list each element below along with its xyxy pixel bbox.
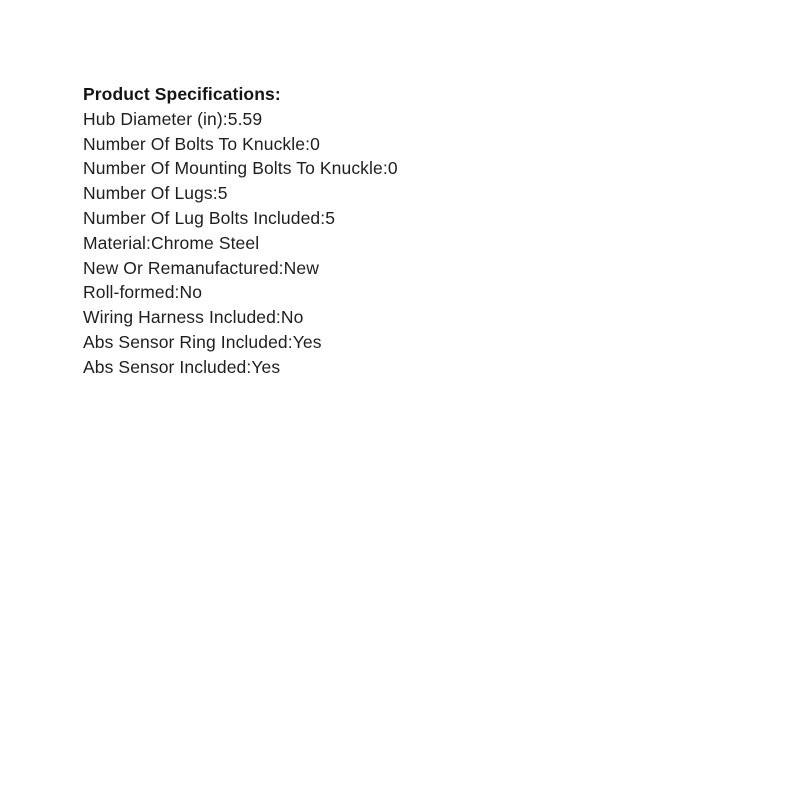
spec-label: Number Of Lugs: (83, 183, 218, 204)
spec-value: 0 (310, 133, 320, 154)
spec-value: 5 (217, 183, 228, 204)
spec-value: No (179, 282, 203, 303)
spec-row (83, 256, 723, 281)
spec-row (83, 181, 723, 206)
spec-row (83, 107, 723, 132)
spec-row (83, 206, 723, 231)
spec-row (83, 156, 723, 181)
spec-row (83, 330, 723, 355)
spec-label: Hub Diameter (in): (83, 108, 228, 129)
spec-row (83, 305, 723, 330)
spec-value: Chrome Steel (151, 232, 260, 253)
spec-value: New (283, 257, 319, 278)
spec-value: Yes (251, 356, 281, 377)
spec-list (83, 107, 723, 380)
spec-label: Wiring Harness Included: (83, 307, 281, 328)
spec-row (83, 355, 723, 380)
product-specs-section (83, 82, 723, 380)
spec-value: Yes (292, 331, 322, 352)
spec-label: Number Of Mounting Bolts To Knuckle: (83, 158, 388, 179)
spec-value: 0 (387, 158, 398, 179)
spec-label: New Or Remanufactured: (83, 257, 284, 278)
spec-value: No (280, 307, 304, 328)
spec-row (83, 231, 723, 256)
spec-label: Number Of Bolts To Knuckle: (83, 133, 311, 154)
spec-label: Material: (83, 232, 152, 253)
spec-value: 5 (325, 207, 336, 228)
spec-label: Number Of Lug Bolts Included: (83, 207, 326, 228)
spec-row (83, 280, 723, 305)
spec-label: Roll-formed: (83, 282, 180, 303)
spec-label: Abs Sensor Included: (83, 356, 252, 377)
spec-row (83, 132, 723, 157)
product-specs-heading: Product Specifications: (83, 84, 281, 104)
spec-value: 5.59 (227, 108, 263, 129)
spec-label: Abs Sensor Ring Included: (83, 331, 293, 352)
